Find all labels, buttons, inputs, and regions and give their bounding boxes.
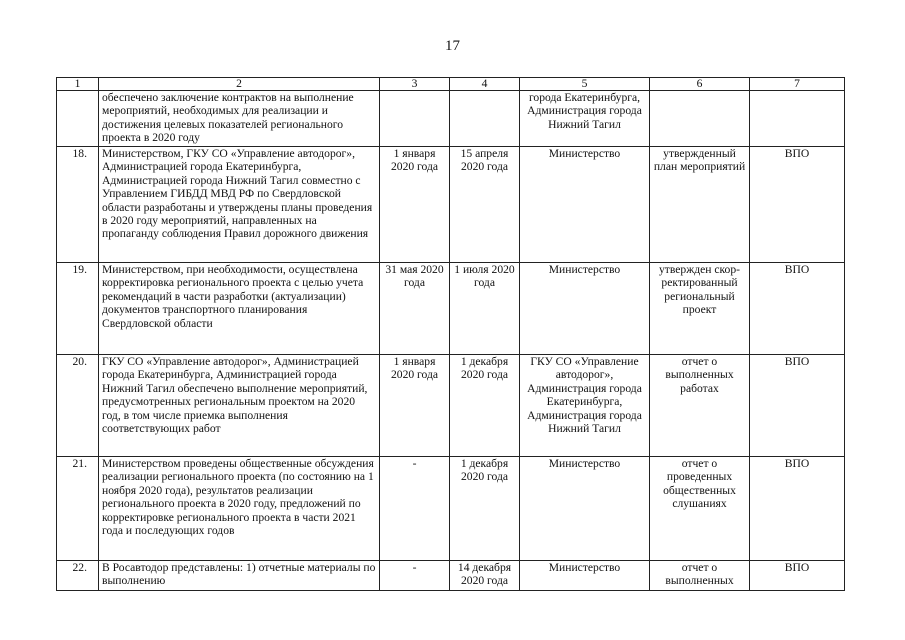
row-number-cell	[57, 561, 99, 591]
row-description: Министерством, при необходимости, осуществлена корректировка регионального проекта с целью учета рекомендаций в части разработки (актуализации) документов транспортного планирования Свердловской области	[99, 263, 380, 355]
row-end-date: 15 апреля 2020 года	[450, 147, 520, 263]
row-number-cell	[57, 457, 99, 561]
row-responsible: ГКУ СО «Управление автодорог», Администрация города Екатеринбурга, Администрация города Нижний Тагил	[520, 355, 650, 457]
row-number: 22.	[72, 561, 87, 574]
column-number: 6	[650, 78, 750, 91]
row-number-cell	[57, 147, 99, 263]
column-number-row	[57, 78, 845, 91]
row-start-date: -	[380, 457, 450, 561]
row-start-date: 1 января 2020 года	[380, 355, 450, 457]
row-control: ВПО	[750, 355, 845, 457]
row-responsible: города Екатеринбурга, Администрация города Нижний Тагил	[520, 91, 650, 147]
column-number: 7	[750, 78, 845, 91]
table-row	[57, 147, 845, 263]
table-row	[57, 457, 845, 561]
page-number: 17	[445, 38, 460, 54]
row-start-date: 1 января 2020 года	[380, 147, 450, 263]
row-end-date: 1 декабря 2020 года	[450, 457, 520, 561]
table-row	[57, 355, 845, 457]
row-result: отчет о выполненных	[650, 561, 750, 591]
row-number: 19.	[72, 263, 87, 276]
row-start-date: -	[380, 561, 450, 591]
row-number: 21.	[72, 457, 87, 470]
row-end-date: 14 декабря 2020 года	[450, 561, 520, 591]
row-result: отчет о проведенных общественных слушаниях	[650, 457, 750, 561]
row-result: утвержденный план мероприятий	[650, 147, 750, 263]
table-row	[57, 561, 845, 591]
row-number: 18.	[72, 147, 87, 160]
row-control: ВПО	[750, 263, 845, 355]
row-control: ВПО	[750, 457, 845, 561]
row-result	[650, 91, 750, 147]
column-number: 5	[520, 78, 650, 91]
plan-table	[56, 77, 845, 591]
row-description: В Росавтодор представлены: 1) отчетные материалы по выполнению	[99, 561, 380, 591]
row-responsible: Министерство	[520, 457, 650, 561]
row-number-cell	[57, 91, 99, 147]
column-number: 2	[99, 78, 380, 91]
row-description: ГКУ СО «Управление автодорог», Администрацией города Екатеринбурга, Администрацией города Нижний Тагил обеспечено выполнение мероприятий, предусмотренных региональным проектом на 2020 год, в том числе приемка выполнения соответствующих работ	[99, 355, 380, 457]
row-description: Министерством, ГКУ СО «Управление автодорог», Администрацией города Екатеринбурга, Администрацией города Нижний Тагил совместно с Управлением ГИБДД МВД РФ по Свердловской области разработаны и утверждены планы проведения в 2020 году мероприятий, направленных на пропаганду соблюдения Правил дорожного движения	[99, 147, 380, 263]
column-number: 4	[450, 78, 520, 91]
row-number-cell	[57, 263, 99, 355]
row-description: Министерством проведены общественные обсуждения реализации регионального проекта (по состоянию на 1 ноября 2020 года), результатов реализации регионального проекта в 2020 году, предложений по корректировке регионального проекта в части 2021 года и последующих годов	[99, 457, 380, 561]
row-result: отчет о выполненных работах	[650, 355, 750, 457]
row-end-date: 1 июля 2020 года	[450, 263, 520, 355]
row-control: ВПО	[750, 561, 845, 591]
table-row	[57, 91, 845, 147]
column-number: 1	[57, 78, 99, 91]
row-end-date: 1 декабря 2020 года	[450, 355, 520, 457]
row-description: обеспечено заключение контрактов на выполнение мероприятий, необходимых для реализации и достижения целевых показателей регионального проекта в 2020 году	[99, 91, 380, 147]
row-start-date: 31 мая 2020 года	[380, 263, 450, 355]
row-responsible: Министерство	[520, 263, 650, 355]
row-number-cell	[57, 355, 99, 457]
column-number: 3	[380, 78, 450, 91]
row-result: утвержден скор-ректированный региональный проект	[650, 263, 750, 355]
table-row	[57, 263, 845, 355]
row-number: 20.	[72, 355, 87, 368]
row-start-date	[380, 91, 450, 147]
row-control	[750, 91, 845, 147]
row-responsible: Министерство	[520, 561, 650, 591]
row-control: ВПО	[750, 147, 845, 263]
row-responsible: Министерство	[520, 147, 650, 263]
row-end-date	[450, 91, 520, 147]
